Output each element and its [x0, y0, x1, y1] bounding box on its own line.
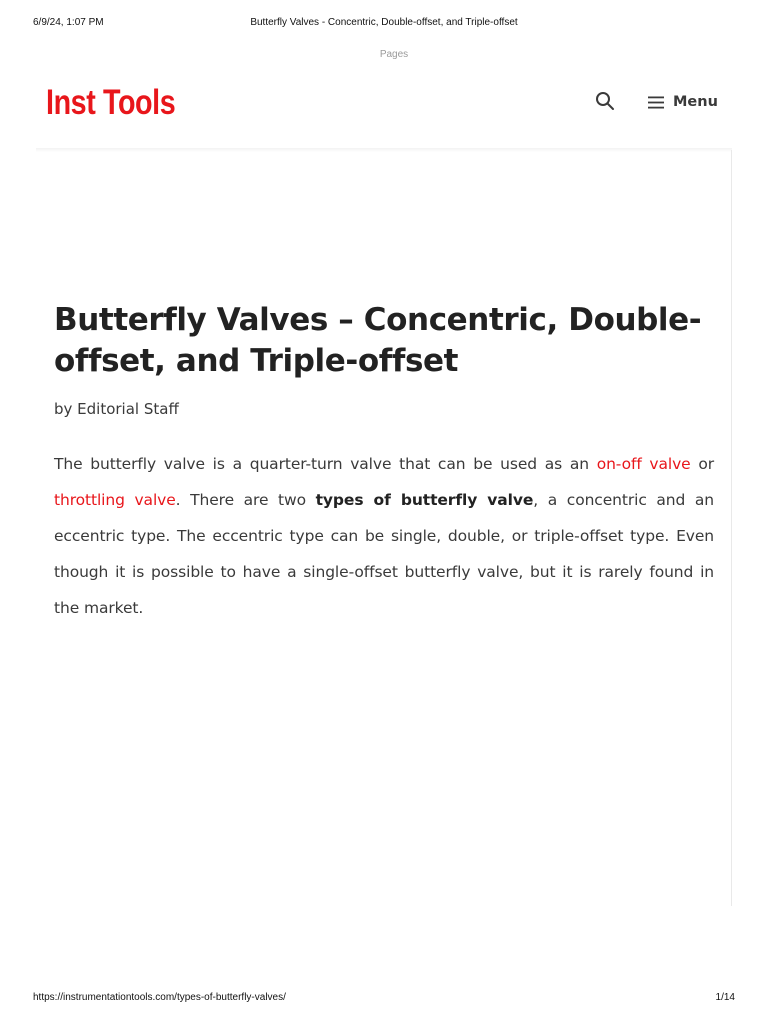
- article-intro-paragraph: [54, 446, 714, 626]
- on-off-valve-link[interactable]: on-off valve: [596, 455, 691, 473]
- site-logo[interactable]: Inst Tools: [46, 83, 176, 122]
- search-button[interactable]: [594, 90, 616, 112]
- print-datetime: 6/9/24, 1:07 PM: [33, 17, 104, 28]
- article-byline: by Editorial Staff: [54, 400, 179, 418]
- print-footer-url: https://instrumentationtools.com/types-of-butterfly-valves/: [33, 992, 286, 1003]
- intro-text-2: or: [690, 455, 714, 473]
- print-page-number: 1/14: [715, 992, 735, 1003]
- intro-text-1: The butterfly valve is a quarter-turn valve that can be used as an: [54, 455, 597, 473]
- intro-text-3: . There are two: [175, 491, 316, 509]
- intro-bold-text: types of butterfly valve: [315, 491, 534, 509]
- site-header: [0, 76, 768, 136]
- print-document-title: Butterfly Valves - Concentric, Double-offset, and Triple-offset: [250, 17, 518, 28]
- intro-text-4: , a concentric and an eccentric type. The eccentric type can be single, double, or triple-offset type. Even though it is possible to have a single-offset butterfly valve, but it is rarely found in the market.: [54, 491, 714, 617]
- content-right-border: [731, 150, 732, 906]
- menu-label: Menu: [673, 94, 718, 110]
- throttling-valve-link[interactable]: throttling valve: [54, 491, 176, 509]
- pages-label: Pages: [379, 49, 409, 60]
- content-top-divider: [36, 148, 732, 152]
- menu-button[interactable]: [648, 90, 718, 114]
- hamburger-icon: [648, 96, 664, 109]
- article: [54, 300, 714, 642]
- search-icon: [594, 90, 616, 112]
- article-title: Butterfly Valves – Concentric, Double-offset, and Triple-offset: [54, 302, 702, 379]
